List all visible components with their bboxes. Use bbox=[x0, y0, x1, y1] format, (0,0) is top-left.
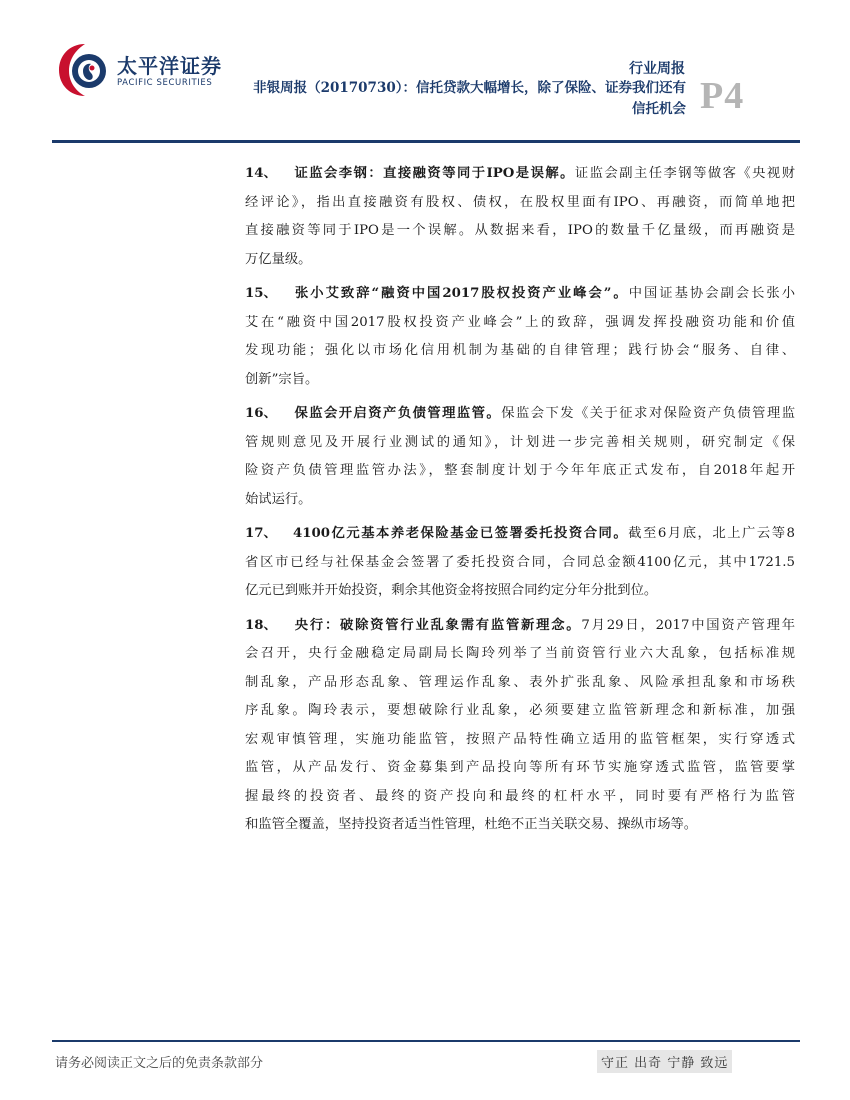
item-text-line: 监管，从产品发行、资金募集到产品投向等所有环节实施穿透式监管，监管要掌 bbox=[245, 760, 795, 775]
item-text: 中国证基协会副会长张小 bbox=[628, 286, 795, 301]
report-type-label: 行业周报 bbox=[629, 61, 685, 77]
item-text-line: 制乱象，产品形态乱象、管理运作乱象、表外扩张乱象、风险承担乱象和市场秩 bbox=[245, 674, 795, 690]
item-text: 截至6月底，北上广云等8 bbox=[628, 526, 796, 541]
footer-divider bbox=[52, 1040, 800, 1042]
item-heading: 央行：破除资管行业乱象需有监管新理念。 bbox=[293, 617, 582, 633]
news-item bbox=[245, 160, 795, 274]
item-text: 证监会副主任李钢等做客《央视财 bbox=[574, 166, 795, 181]
header-divider bbox=[52, 140, 800, 143]
news-list bbox=[245, 160, 795, 846]
item-text-line: 亿元已到账并开始投资，剩余其他资金将按照合同约定分年分批到位。 bbox=[245, 583, 658, 598]
item-text-line: 管规则意见及开展行业测试的通知》，计划进一步完善相关规则，研究制定《保 bbox=[245, 434, 795, 450]
item-number: 17、 bbox=[245, 526, 277, 541]
item-text-line: 省区市已经与社保基金会签署了委托投资合同，合同总金额4100亿元，其中1721.5 bbox=[245, 554, 795, 570]
footer-motto: 守正 出奇 宁静 致远 bbox=[597, 1050, 732, 1073]
item-text-line: 宏观审慎管理，实施功能监管，按照产品特性确立适用的监管框架，实行穿透式 bbox=[245, 731, 795, 747]
page-number: P4 bbox=[700, 75, 745, 117]
item-text-line: 始试运行。 bbox=[245, 491, 312, 507]
item-number: 14、 bbox=[245, 166, 277, 181]
item-text-line: 会召开，央行金融稳定局副局长陶玲列举了当前资管行业六大乱象，包括标准规 bbox=[245, 646, 795, 661]
item-text-line: 和监管全覆盖，坚持投资者适当性管理，杜绝不正当关联交易、操纵市场等。 bbox=[245, 817, 698, 832]
news-item bbox=[245, 520, 795, 606]
news-item bbox=[245, 280, 795, 394]
item-heading: 张小艾致辞“融资中国2017股权投资产业峰会”。 bbox=[293, 286, 629, 301]
item-number: 16、 bbox=[245, 406, 277, 421]
item-text: 保监会下发《关于征求对保险资产负债管理监 bbox=[501, 406, 796, 421]
item-text-line: 艾在“融资中国2017股权投资产业峰会”上的致辞，强调发挥投融资功能和价值 bbox=[245, 314, 795, 330]
item-heading: 证监会李钢：直接融资等同于IPO是误解。 bbox=[293, 166, 575, 181]
item-text-line: 直接融资等同于IPO是一个误解。从数据来看，IPO的数量千亿量级，而再融资是 bbox=[245, 223, 795, 238]
item-text: 7月29日，2017中国资产管理年 bbox=[581, 617, 795, 633]
item-text-line: 万亿量级。 bbox=[245, 251, 312, 267]
item-text-line: 序乱象。陶玲表示，要想破除行业乱象，必须要建立监管新理念和新标准，加强 bbox=[245, 703, 795, 718]
news-item bbox=[245, 612, 795, 840]
logo-chinese-name: 太平洋证券 bbox=[117, 54, 222, 78]
item-number: 15、 bbox=[245, 286, 277, 301]
report-title bbox=[236, 78, 686, 120]
company-logo bbox=[55, 40, 230, 100]
item-heading: 4100亿元基本养老保险基金已签署委托投资合同。 bbox=[293, 526, 629, 541]
item-text-line: 握最终的投资者、最终的资产投向和最终的杠杆水平，同时要有严格行为监管 bbox=[245, 788, 795, 804]
footer-disclaimer: 请务必阅读正文之后的免责条款部分 bbox=[55, 1056, 264, 1071]
item-text-line: 创新”宗旨。 bbox=[245, 371, 319, 387]
pacific-logo-icon bbox=[55, 40, 115, 100]
item-text-line: 险资产负债管理监管办法》，整套制度计划于今年年底正式发布，自2018年起开 bbox=[245, 463, 795, 478]
news-item bbox=[245, 400, 795, 514]
report-title-line: 非银周报（20170730）：信托贷款大幅增长，除了保险、证券我们还有 bbox=[253, 80, 686, 96]
logo-english-name: PACIFIC SECURITIES bbox=[117, 78, 213, 88]
item-text-line: 发现功能；强化以市场化信用机制为基础的自律管理；践行协会“服务、自律、 bbox=[245, 343, 795, 358]
item-number: 18、 bbox=[245, 617, 277, 633]
item-text-line: 经评论》，指出直接融资有股权、债权，在股权里面有IPO、再融资，而简单地把 bbox=[245, 194, 795, 210]
report-title-line: 信托机会 bbox=[632, 101, 686, 117]
item-heading: 保监会开启资产负债管理监管。 bbox=[293, 406, 502, 421]
